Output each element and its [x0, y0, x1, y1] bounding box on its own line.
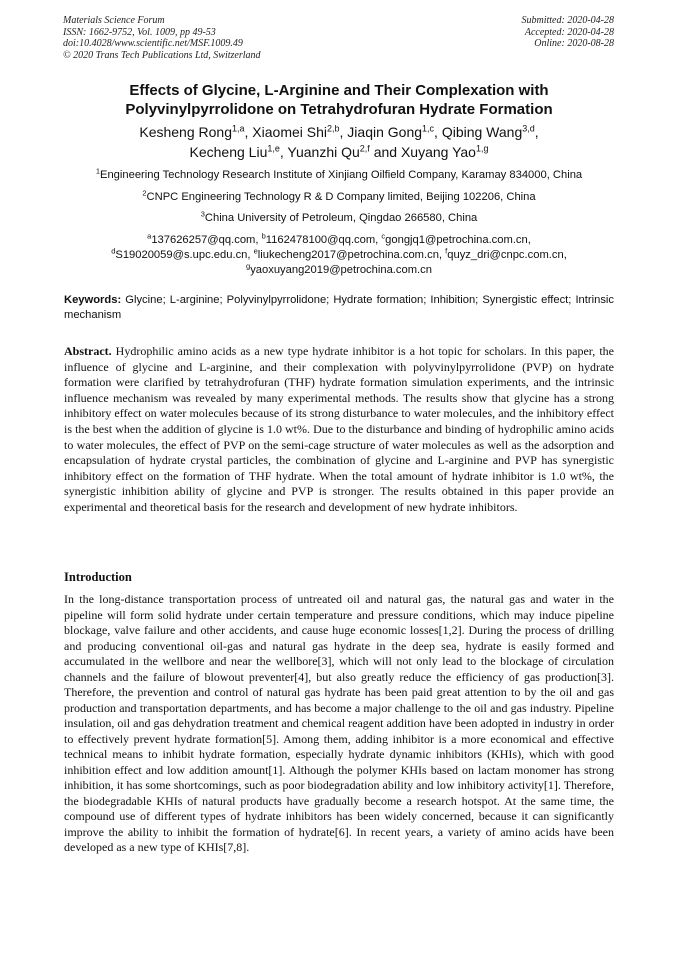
author-name: Kesheng Rong — [139, 124, 232, 140]
author-sep: and — [369, 143, 401, 160]
submitted-date: Submitted: 2020-04-28 — [521, 15, 614, 26]
affiliation-sup: 2 — [142, 188, 147, 198]
copyright-line: © 2020 Trans Tech Publications Ltd, Switzerland — [63, 49, 261, 61]
email-line-3 — [30, 263, 648, 278]
keywords-text: Glycine; L-arginine; Polyvinylpyrrolidone; Hydrate formation; Inhibition; Synergistic effect; Intrinsic mechanism — [64, 294, 614, 321]
author-sep: , — [434, 124, 442, 140]
email-line-2 — [30, 248, 648, 263]
affiliation-text: Engineering Technology Research Institute of Xinjiang Oilfield Company, Karamay 834000, China — [99, 169, 583, 181]
journal-header — [63, 15, 261, 61]
abstract-label: Abstract. — [64, 344, 112, 358]
author-sup: 2,b — [327, 123, 340, 134]
email-address: liukecheng2017@petrochina.com.cn, — [257, 249, 446, 261]
keywords-section — [64, 293, 614, 322]
affiliation-1 — [30, 168, 648, 182]
email-address: S19020059@s.upc.edu.cn, — [115, 249, 254, 261]
abstract-text: Hydrophilic amino acids as a new type hydrate inhibitor is a hot topic for scholars. In this paper, the influence of glycine and L-arginine, and their complexation with polyvinylpyrrolidone (PVP) on hydrate formation were clarified by tetrahydrofuran (THF) hydrate formation simulation experiments, and the intrinsic influence mechanism was revealed by many experimental methods. The results show that glycine has a strong inhibitory effect on water molecules because of its strong disturbance to water molecules, and the inhibitory effect is the best when the addition of glycine is 1.0 wt%. Due to the disturbance and binding of hydrophilic amino acids to water molecules, the effect of PVP on the semi-cage structure of water molecules as well as the adsorption and encapsulation of hydrate crystal particles, the combination of glycine and L-arginine and PVP has synergistic inhibitory effect on the formation of THF hydrate. When the total amount of hydrate inhibitor is 1.0 wt%, the synergistic inhibition ability of glycine and PVP is stronger. The results obtained in this paper provide an experimental and theoretical basis for the research and development of new hydrate inhibitors. — [64, 344, 614, 514]
dates-header — [522, 15, 615, 50]
affiliation-text: China University of Petroleum, Qingdao 266580, China — [204, 212, 478, 224]
accepted-date: Accepted: 2020-04-28 — [524, 26, 614, 38]
author-name: Xuyang Yao — [400, 143, 476, 160]
author-line-1 — [40, 123, 638, 143]
author-sep: , — [534, 124, 539, 140]
email-line-1 — [30, 233, 648, 248]
author-line-2 — [40, 143, 638, 163]
email-sup: a — [147, 231, 152, 241]
author-sup: 3,d — [522, 123, 535, 134]
author-name: Yuanzhi Qu — [287, 143, 360, 160]
email-address: quyz_dri@cnpc.com.cn, — [447, 249, 567, 261]
abstract-section — [64, 344, 614, 516]
email-address: 137626257@qq.com, — [151, 234, 262, 246]
email-address: gongjq1@petrochina.com.cn, — [385, 234, 531, 246]
affiliation-2 — [30, 190, 648, 204]
affiliation-sup: 3 — [200, 209, 205, 219]
title-line-1: Effects of Glycine, L-Arginine and Their Complexation with — [129, 82, 549, 99]
author-sup: 1,a — [232, 123, 245, 134]
author-name: Jiaqin Gong — [347, 124, 423, 140]
affiliation-sup: 1 — [95, 166, 100, 176]
author-sup: 1,c — [422, 123, 435, 134]
keywords-label: Keywords: — [64, 294, 122, 306]
author-sup: 1,g — [475, 142, 489, 153]
author-sep: , — [244, 124, 253, 140]
paper-title — [40, 81, 638, 119]
email-sup: d — [111, 246, 116, 256]
author-name: Kecheng Liu — [189, 143, 268, 160]
email-sup: f — [445, 246, 448, 256]
author-sup: 1,e — [267, 142, 280, 153]
author-sep: , — [339, 124, 348, 140]
author-name: Qibing Wang — [441, 124, 523, 140]
author-name: Xiaomei Shi — [252, 124, 327, 140]
affiliation-text: CNPC Engineering Technology R & D Company limited, Beijing 102206, China — [146, 191, 536, 203]
email-sup: c — [381, 231, 386, 241]
author-list — [40, 123, 638, 162]
affiliation-3 — [30, 211, 648, 225]
doi-line: doi:10.4028/www.scientific.net/MSF.1009.49 — [63, 38, 243, 49]
email-sup: g — [246, 261, 251, 271]
title-line-2: Polyvinylpyrrolidone on Tetrahydrofuran Hydrate Formation — [125, 101, 553, 118]
email-sup: b — [261, 231, 266, 241]
author-sep: , — [279, 143, 288, 160]
email-sup: e — [253, 246, 258, 256]
online-date: Online: 2020-08-28 — [534, 38, 614, 49]
author-sup: 2,f — [359, 142, 370, 153]
introduction-paragraph: In the long-distance transportation process of untreated oil and natural gas, the natural gas and water in the pipeline will form solid hydrate under certain temperature and pressure conditions, which may induce pipeline blockage, valve failure and other accidents, and cause huge economic losses[1,2]. During the process of drilling and producing conventional oil-gas and natural gas hydrate in the deep sea, hydrate is easily formed and accumulated in the wellbore and near the wellbore[3], which will not only lead to the blockage of circulation channels and the failure of blowout preventer[4], but also greatly reduce the efficiency of gas production[3]. Therefore, the prevention and control of natural gas hydrate has been paid great attention to by the oil and gas production and transportation departments, and has become a major challenge to the oil and gas industry. Pipeline insulation, oil and gas dehydration treatment and chemical reagent addition have been adopted in industry in order to effectively prevent hydrate formation[5]. Among them, adding inhibitor is a more economical and effective technical means to inhibit hydrate formation, especially hydrate dynamic inhibitors (KHIs), which with good inhibition effect and low addition amount[1]. Although the polymer KHIs based on lactam monomer has strong inhibition, it has some shortcomings, such as poor biodegradation ability and low inhibitory activity[1]. Therefore, the biodegradable KHIs of natural products have gradually become a research hotspot. At the same time, the compound use of different types of hydrate inhibitors has been widely concerned, because it can significantly improve the ability to inhibit the formation of hydrate[6]. In recent years, a variety of amino acids have been developed as a new type of KHIs[7,8]. — [64, 592, 614, 854]
email-list — [30, 233, 648, 278]
introduction-heading: Introduction — [64, 570, 132, 584]
email-address: yaoxuyang2019@petrochina.com.cn — [250, 264, 432, 276]
email-address: 1162478100@qq.com, — [265, 234, 382, 246]
issn-line: ISSN: 1662-9752, Vol. 1009, pp 49-53 — [63, 26, 216, 38]
journal-name: Materials Science Forum — [63, 15, 165, 26]
